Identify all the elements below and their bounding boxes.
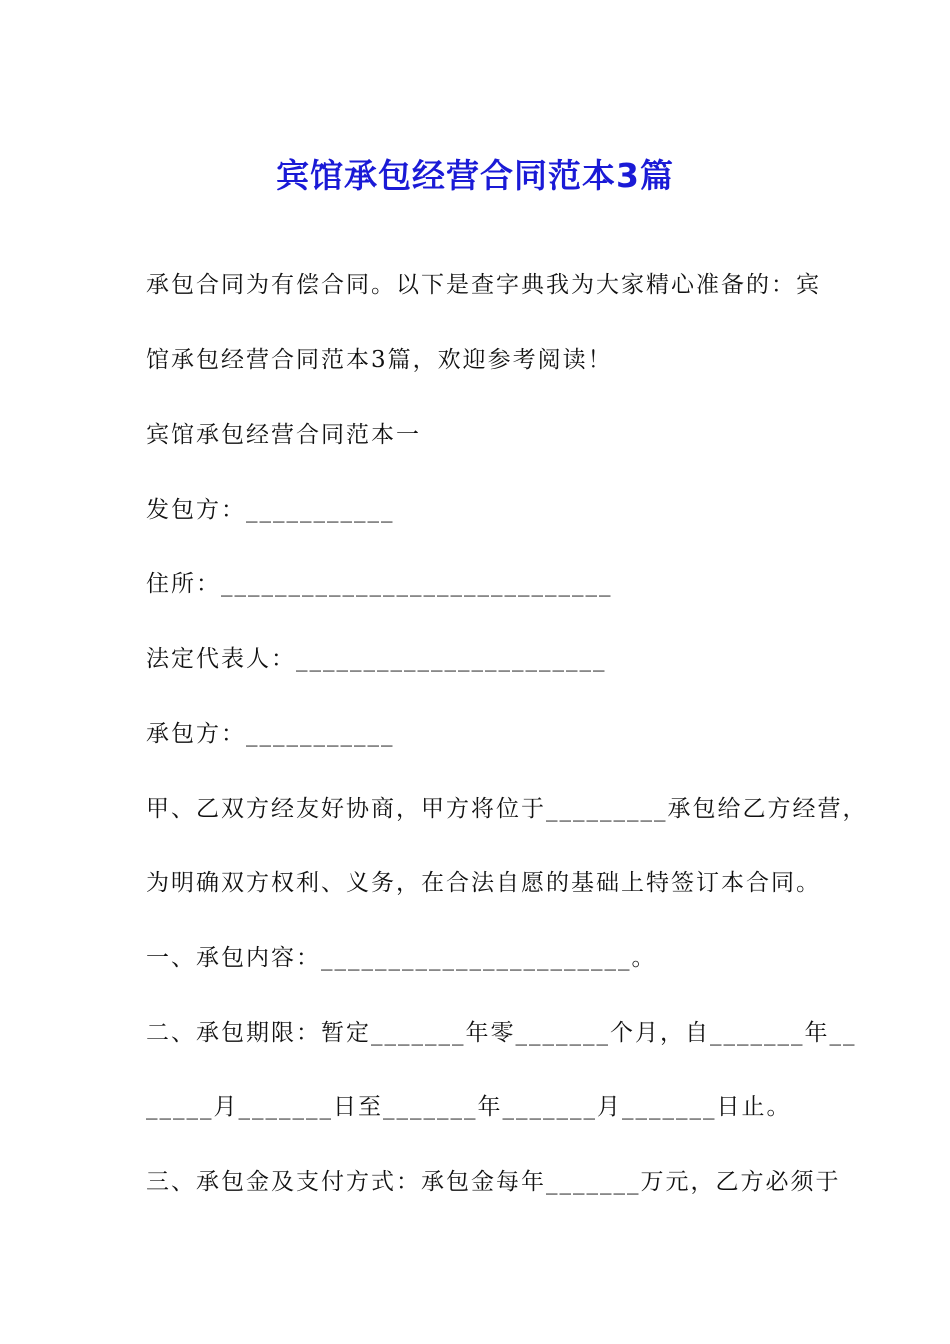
clause-3-payment: 三、承包金及支付方式：承包金每年_______万元，乙方必须于 bbox=[146, 1169, 841, 1195]
intro-line-2: 馆承包经营合同范本3篇，欢迎参考阅读！ bbox=[146, 347, 613, 373]
clause-2-term-line-2: _____月_______日至_______年_______月_______日止。 bbox=[146, 1094, 792, 1120]
intro-line-1: 承包合同为有偿合同。以下是查字典我为大家精心准备的：宾 bbox=[146, 272, 821, 298]
section-heading: 宾馆承包经营合同范本一 bbox=[146, 422, 421, 448]
contractor-issuer-field: 发包方：___________ bbox=[146, 497, 395, 523]
document-title: 宾馆承包经营合同范本3篇 bbox=[276, 156, 674, 196]
contractor-field: 承包方：___________ bbox=[146, 721, 395, 747]
legal-representative-field: 法定代表人：_______________________ bbox=[146, 646, 607, 672]
clause-1-content: 一、承包内容：_______________________。 bbox=[146, 945, 657, 971]
agreement-line-2: 为明确双方权利、义务，在合法自愿的基础上特签订本合同。 bbox=[146, 870, 821, 896]
clause-2-term-line-1: 二、承包期限：暂定_______年零_______个月，自_______年__ bbox=[146, 1020, 857, 1046]
agreement-line-1: 甲、乙双方经友好协商，甲方将位于_________承包给乙方经营， bbox=[146, 796, 868, 822]
address-field: 住所：_____________________________ bbox=[146, 571, 613, 597]
